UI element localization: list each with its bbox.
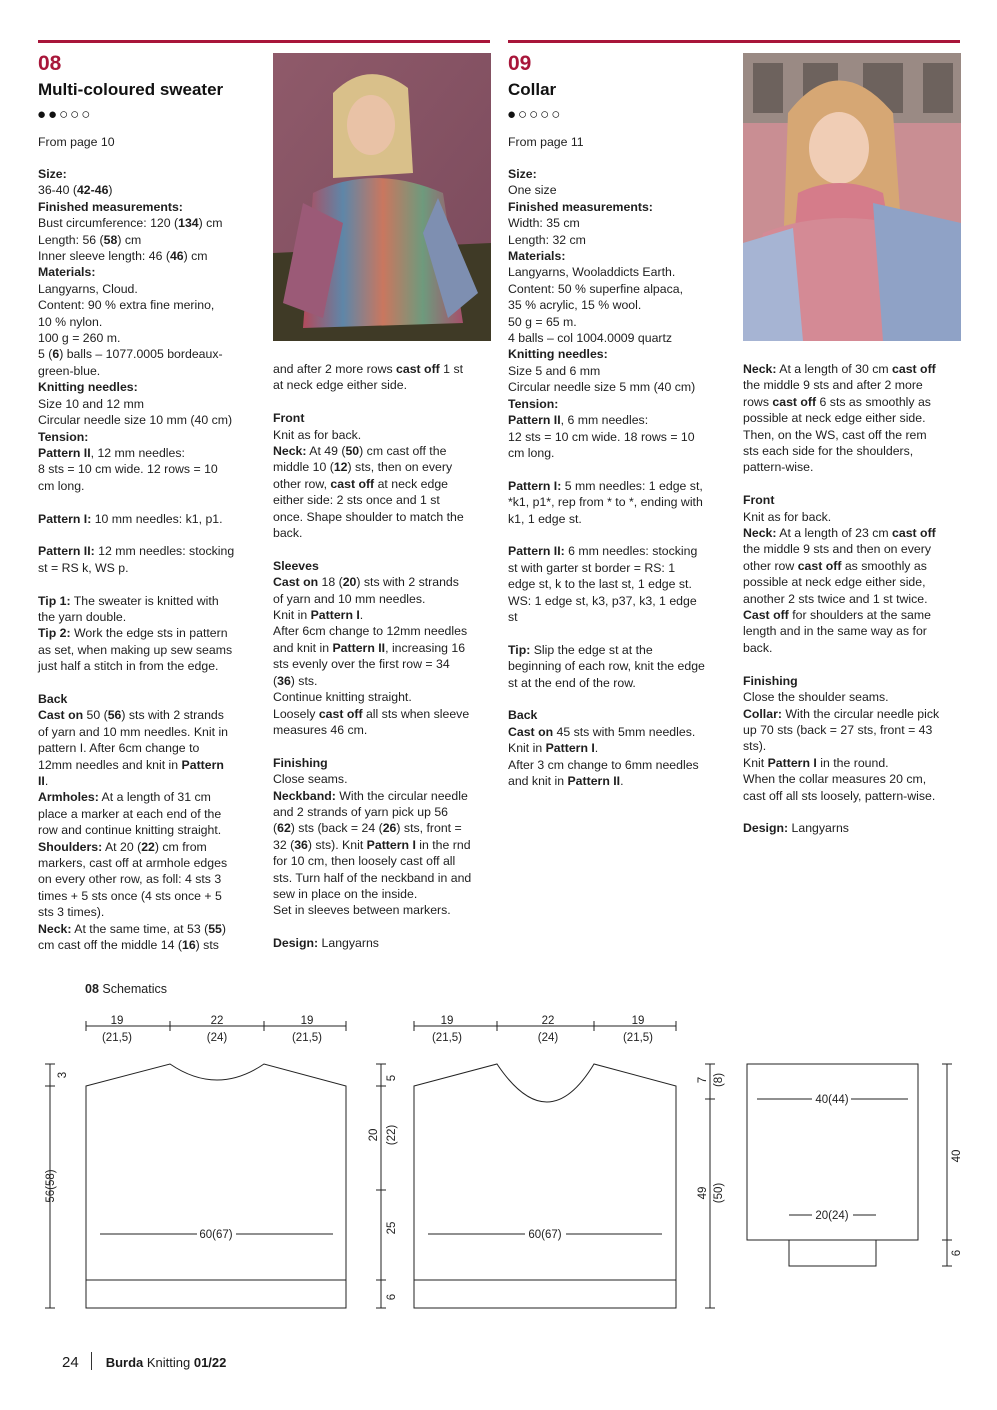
text-line: beginning of each row, knit the edge	[508, 659, 705, 674]
text-line: possible at neck edge either side.	[743, 411, 926, 426]
text-line: just half a stitch in from the edge.	[38, 659, 219, 674]
text-line: either side: 2 sts once and 1 st	[273, 493, 440, 508]
text-line: Neck: At the same time, at 53 (55)	[38, 921, 226, 936]
text-line: 12 sts = 10 cm wide. 18 rows = 10	[508, 429, 695, 444]
pattern-title: Multi-coloured sweater	[38, 80, 224, 99]
text-line: Neckband: With the circular needle	[273, 788, 468, 803]
text-line: pattern-wise.	[743, 460, 814, 475]
text-line: sts. Turn half of the neckband in and	[273, 870, 472, 885]
sleeve-bottom-width-label: 20(24)	[815, 1210, 849, 1222]
front-seg-label: 5	[386, 1074, 398, 1082]
text-line: back.	[273, 526, 303, 541]
text-line: once. Shape shoulder to match the	[273, 509, 464, 524]
front-seg-sublabel: (22)	[386, 1124, 398, 1146]
text-line: Finishing	[273, 755, 328, 770]
text-line: Tip: Slip the edge st at the	[508, 642, 653, 657]
text-line: cm cast off the middle 14 (16) sts	[38, 938, 219, 953]
text-line: green-blue.	[38, 363, 101, 378]
sleeve-right-cuff-label: 6	[951, 1249, 963, 1257]
text-line: other row, cast off at neck edge	[273, 476, 448, 491]
text-line: times + 5 sts once (4 sts once + 5	[38, 888, 222, 903]
text-line: 32 (36) sts). Knit Pattern I in the rnd	[273, 837, 471, 852]
back-top-sublabel: (21,5)	[101, 1032, 133, 1044]
text-line: and 2 strands of yarn pick up 56	[273, 804, 448, 819]
text-line: Finishing	[743, 673, 798, 688]
text-line: Finished measurements:	[508, 199, 653, 214]
from-page: From page 10	[38, 135, 115, 149]
text-line: pattern I. After 6cm change to	[38, 741, 200, 756]
text-line: Cast on 45 sts with 5mm needles.	[508, 724, 696, 739]
text-line: Cast on 50 (56) sts with 2 strands	[38, 708, 224, 723]
text-line: Cast on 18 (20) sts with 2 strands	[273, 575, 459, 590]
text-line: Knit as for back.	[273, 427, 362, 442]
text-line: Finished measurements:	[38, 199, 183, 214]
front-seg-label: 6	[386, 1293, 398, 1301]
text-line: Tension:	[38, 429, 89, 444]
text-line: row and continue knitting straight.	[38, 823, 222, 838]
back-width-label: 60(67)	[199, 1229, 233, 1241]
text-line: After 3 cm change to 6mm needles	[508, 757, 699, 772]
text-line: Length: 32 cm	[508, 232, 586, 247]
sleeve-left-top-label: 7	[697, 1076, 709, 1084]
sleeve-top-width-label: 40(44)	[815, 1094, 849, 1106]
text-line: 12mm needles and knit in Pattern	[38, 757, 224, 772]
text-line: Neck: At a length of 23 cm cast off	[743, 526, 936, 541]
text-line: Neck: At a length of 30 cm cast off	[743, 362, 936, 376]
text-line: Pattern II: 12 mm needles: stocking	[38, 544, 235, 559]
pattern-number: 09	[508, 52, 532, 75]
front-seg-label: 25	[386, 1221, 398, 1235]
text-line: Materials:	[38, 265, 96, 280]
text-line: st	[508, 609, 518, 624]
text-line: Size:	[38, 167, 67, 181]
text-line: Front	[743, 493, 775, 508]
page-number: 24	[62, 1354, 79, 1371]
text-line: Tip 1: The sweater is knitted with	[38, 593, 219, 608]
back-top-sublabel: (21,5)	[291, 1032, 323, 1044]
text-line: rows cast off 6 sts as smoothly as	[743, 394, 931, 409]
text-line: Circular needle size 10 mm (40 cm)	[38, 413, 233, 428]
text-line: 10 % nylon.	[38, 314, 103, 329]
magazine-name: Burda Knitting 01/22	[105, 1355, 227, 1370]
text-line: Pattern II, 12 mm needles:	[38, 445, 185, 460]
difficulty-rating: ●●○○○	[37, 106, 93, 123]
text-line: Continue knitting straight.	[273, 690, 412, 705]
text-line: Inner sleeve length: 46 (46) cm	[38, 249, 208, 264]
text-line: Bust circumference: 120 (134) cm	[38, 216, 223, 231]
text-line: Tip 2: Work the edge sts in pattern	[38, 626, 228, 641]
sleeve-left-top-sublabel: (8)	[713, 1072, 725, 1088]
text-line: Back	[38, 691, 68, 706]
text-line: Close the shoulder seams.	[743, 690, 889, 705]
text-line: k1, 1 edge st.	[508, 511, 582, 526]
page-footer	[62, 1352, 226, 1371]
text-line: at neck edge either side.	[273, 378, 407, 393]
back-top-label: 19	[110, 1015, 124, 1027]
text-line: Loosely cast off all sts when sleeve	[273, 706, 470, 721]
text-line: Size 10 and 12 mm	[38, 396, 144, 411]
text-line: Then, on the WS, cast off the rem	[743, 427, 927, 442]
text-line: the middle 9 sts and then on every	[743, 542, 931, 557]
back-left-small-label: 3	[57, 1071, 69, 1079]
text-line: Content: 50 % superfine alpaca,	[508, 281, 684, 296]
back-top-sublabel: (24)	[206, 1032, 228, 1044]
front-top-sublabel: (21,5)	[431, 1032, 463, 1044]
text-line: II.	[38, 773, 49, 788]
text-line: Knit in Pattern I.	[508, 741, 599, 756]
front-top-label: 19	[631, 1015, 645, 1027]
text-line: middle 10 (12) sts, then on every	[273, 460, 453, 475]
text-line: possible at neck edge either side,	[743, 575, 926, 590]
text-line: sts each side for the shoulders,	[743, 444, 914, 459]
text-line: Knit as for back.	[743, 509, 832, 524]
text-line: One size	[508, 183, 557, 198]
back-left-total-label: 56(58)	[45, 1169, 57, 1203]
text-line: Length: 56 (58) cm	[38, 232, 142, 247]
text-line: Pattern I: 10 mm needles: k1, p1.	[38, 511, 223, 526]
front-piece-outline	[414, 1064, 676, 1308]
text-line: st with garter st border = RS: 1	[508, 560, 676, 575]
difficulty-rating: ●○○○○	[507, 106, 563, 123]
text-line: 35 % acrylic, 15 % wool.	[508, 298, 642, 313]
text-line: st = RS k, WS p.	[38, 560, 129, 575]
text-line: the yarn double.	[38, 609, 127, 624]
text-line: place a marker at each end of the	[38, 806, 222, 821]
pattern-number: 08	[38, 52, 62, 75]
text-line: Langyarns, Cloud.	[38, 281, 138, 296]
text-line: Pattern II: 6 mm needles: stocking	[508, 544, 698, 559]
text-line: of yarn and 10 mm needles.	[273, 591, 426, 606]
text-line: other row cast off as smoothly as	[743, 558, 927, 573]
front-top-label: 19	[440, 1015, 454, 1027]
text-line: of yarn and 10 mm needles. Knit in	[38, 724, 229, 739]
text-line: for 10 cm, then loosely cast off all	[273, 854, 456, 869]
text-line: and knit in Pattern II.	[508, 773, 624, 788]
text-line: sts evenly over the first row = 34	[273, 657, 450, 672]
text-line: and knit in Pattern II, increasing 16	[273, 640, 466, 655]
text-line: sts).	[743, 739, 767, 754]
front-width-label: 60(67)	[528, 1229, 562, 1241]
text-line: Pattern I: 5 mm needles: 1 edge st,	[508, 478, 703, 493]
text-line: Pattern II, 6 mm needles:	[508, 413, 649, 428]
text-line: Design: Langyarns	[273, 936, 379, 951]
text-line: edge st, k to the last st, 1 edge st.	[508, 577, 692, 592]
text-line: Cast off for shoulders at the same	[743, 608, 931, 623]
text-line: Knitting needles:	[508, 347, 608, 362]
text-line: Size:	[508, 167, 537, 181]
text-line: Design: Langyarns	[743, 821, 849, 836]
text-line: Back	[508, 708, 538, 723]
text-line: Shoulders: At 20 (22) cm from	[38, 839, 207, 854]
text-line: on every other row, as foll: 4 sts 3	[38, 872, 222, 887]
pattern-title: Collar	[508, 80, 557, 99]
text-line: 36-40 (42-46)	[38, 183, 113, 198]
footer-divider	[91, 1352, 92, 1370]
front-top-sublabel: (21,5)	[622, 1032, 654, 1044]
front-seg-label: 20	[368, 1128, 380, 1142]
text-line: measures 46 cm.	[273, 722, 368, 737]
text-line: Collar: With the circular needle pick	[743, 706, 940, 721]
text-line: 8 sts = 10 cm wide. 12 rows = 10	[38, 462, 218, 477]
text-line: *k1, p1*, rep from * to *, ending with	[508, 495, 703, 510]
text-line: the middle 9 sts and after 2 more	[743, 378, 923, 393]
text-line: as set, when making up sew seams	[38, 642, 233, 657]
text-line: sew in place on the inside.	[273, 886, 418, 901]
text-line: another 2 sts twice and 1 st twice.	[743, 591, 928, 606]
text-line: 100 g = 260 m.	[38, 331, 121, 346]
text-line: Content: 90 % extra fine merino,	[38, 298, 215, 313]
text-line: Neck: At 49 (50) cm cast off the	[273, 444, 447, 459]
text-line: and after 2 more rows cast off 1 st	[273, 362, 464, 376]
text-line: cm long.	[508, 445, 555, 460]
text-line: (36) sts.	[273, 673, 318, 688]
text-line: WS: 1 edge st, k3, p37, k3, 1 edge	[508, 593, 697, 608]
text-line: Knitting needles:	[38, 380, 138, 395]
text-line: Size 5 and 6 mm	[508, 363, 601, 378]
text-line: After 6cm change to 12mm needles	[273, 624, 468, 639]
text-line: (62) sts (back = 24 (26) sts, front =	[273, 821, 462, 836]
text-line: Tension:	[508, 396, 559, 411]
back-piece-outline	[86, 1064, 346, 1308]
text-line: Width: 35 cm	[508, 216, 580, 231]
text-line: up 70 sts (back = 27 sts, front = 43	[743, 722, 933, 737]
text-line: Set in sleeves between markers.	[273, 903, 451, 918]
back-top-label: 19	[300, 1015, 314, 1027]
schematics-label: 08 Schematics	[85, 982, 167, 996]
text-line: Sleeves	[273, 558, 319, 573]
text-line: sts 3 times).	[38, 905, 105, 920]
text-line: 5 (6) balls – 1077.0005 bordeaux-	[38, 347, 223, 362]
from-page: From page 11	[508, 135, 584, 149]
front-top-sublabel: (24)	[537, 1032, 559, 1044]
sleeve-left-total-label: 49	[697, 1186, 709, 1200]
text-line: back.	[743, 640, 773, 655]
text-line: Materials:	[508, 249, 566, 264]
text-line: Armholes: At a length of 31 cm	[38, 790, 211, 805]
text-line: Circular needle size 5 mm (40 cm)	[508, 380, 696, 395]
text-line: Langyarns, Wooladdicts Earth.	[508, 265, 676, 280]
text-line: cm long.	[38, 478, 85, 493]
text-line: 50 g = 65 m.	[508, 314, 577, 329]
back-top-label: 22	[210, 1015, 224, 1027]
sleeve-cuff-outline	[789, 1240, 876, 1266]
text-line: st at the end of the row.	[508, 675, 636, 690]
text-line: Front	[273, 411, 305, 426]
sleeve-right-total-label: 40	[951, 1149, 963, 1163]
text-line: cast off all sts loosely, pattern-wise.	[743, 788, 936, 803]
text-line: Close seams.	[273, 772, 348, 787]
text-line: Knit Pattern I in the round.	[743, 755, 889, 770]
text-line: markers, cast off at armhole edges	[38, 856, 228, 870]
text-line: When the collar measures 20 cm,	[743, 772, 927, 787]
sleeve-left-total-sublabel: (50)	[713, 1182, 725, 1204]
text-line: length and in the same way as for	[743, 624, 927, 639]
text-line: 4 balls – col 1004.0009 quartz	[508, 331, 673, 346]
front-top-label: 22	[541, 1015, 555, 1027]
text-line: Knit in Pattern I.	[273, 608, 364, 623]
